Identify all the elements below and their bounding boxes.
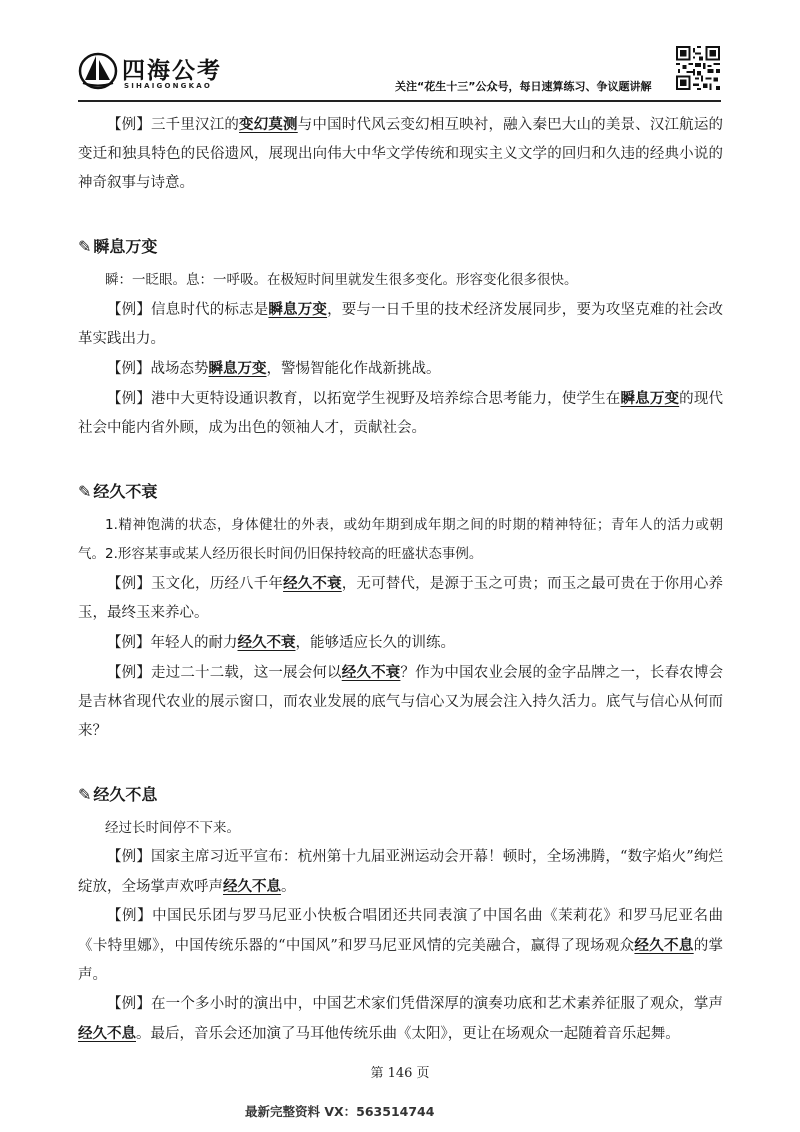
contact-watermark: 最新完整资料 VX：563514744: [245, 1104, 435, 1119]
page-content: [78, 110, 723, 1049]
example-prefix: 【例】战场态势: [107, 361, 209, 377]
section-title-text: 经久不息: [93, 785, 158, 804]
section-jingjiu-buxi: [78, 780, 723, 1049]
intro-example: [78, 110, 723, 198]
example: [78, 628, 723, 658]
example: [78, 843, 723, 902]
example: [78, 354, 723, 384]
example-suffix: ，警惕智能化作战新挑战。: [266, 361, 441, 377]
definition: 瞬：一眨眼。息：一呼吸。在极短时间里就发生很多变化。形容变化很多很快。: [105, 272, 578, 288]
page-number: 第 146 页: [370, 1066, 430, 1081]
brand-subtitle: SIHAIGONGKAO: [124, 82, 213, 90]
example-suffix: ，无可替代，是源于玉之可贵；而玉之最可贵在于你用心养玉，最终玉来养心。: [78, 576, 724, 621]
section-title: [78, 780, 723, 810]
sailboat-logo-icon: [78, 50, 118, 90]
pencil-icon: ✎: [78, 482, 92, 501]
keyword: 经久不息: [78, 1025, 136, 1042]
section-title: [78, 232, 723, 262]
example-suffix: 的掌声。: [78, 938, 724, 983]
example: [78, 384, 723, 443]
definition: 经过长时间停不下来。: [105, 820, 240, 836]
section-title-text: 经久不衰: [93, 482, 158, 501]
header-note: 关注“花生十三”公众号，每日速算练习、争议题讲解: [395, 80, 652, 93]
qr-code-icon: [676, 46, 720, 90]
example-prefix: 【例】走过二十二载，这一展会何以: [107, 665, 342, 681]
section-shunxi-wanbian: [78, 232, 723, 443]
example-suffix: ，要与一日千里的技术经济发展同步，要为攻坚克难的社会改革实践出力。: [78, 302, 724, 347]
keyword: 瞬息万变: [208, 360, 267, 377]
example-prefix: 【例】中国民乐团与罗马尼亚小快板合唱团还共同表演了中国名曲《茉莉花》和罗马尼亚名曲《卡特里娜》，中国传统乐器的“中国风”和罗马尼亚风情的完美融合，赢得了现场观众: [78, 908, 723, 954]
definition: 1.精神饱满的状态，身体健壮的外表，或幼年期到成年期之间的时期的精神特征；青年人的活力或朝气。2.形容某事或某人经历很长时间仍旧保持较高的旺盛状态事例。: [78, 517, 723, 562]
example: [78, 658, 723, 746]
keyword: 经久不息: [223, 878, 281, 895]
page-header: [0, 0, 800, 100]
example-prefix: 【例】国家主席习近平宣布：杭州第十九届亚洲运动会开幕！顿时，全场沸腾，“数字焰火”绚烂绽放，全场掌声欢呼声: [78, 849, 723, 895]
example-prefix: 【例】信息时代的标志是: [107, 302, 269, 318]
example-suffix: ，能够适应长久的训练。: [295, 635, 455, 651]
section-jingjiu-bushuai: [78, 477, 723, 746]
example-suffix: 。: [281, 879, 296, 895]
example: [78, 295, 723, 354]
keyword: 经久不衰: [237, 634, 296, 651]
example-suffix: 与中国时代风云变幻相互映衬，融入秦巴大山的美景、汉江航运的变迁和独具特色的民俗遗风，展现出向伟大中华文学传统和现实主义文学的回归和久违的经典小说的神奇叙事与诗意。: [78, 117, 724, 191]
example-prefix: 【例】三千里汉江的: [107, 117, 240, 133]
example: [78, 902, 723, 990]
example-suffix: 的现代社会中能内省外顾，成为出色的领袖人才，贡献社会。: [78, 391, 724, 436]
section-title-text: 瞬息万变: [93, 237, 158, 256]
example-suffix: 。最后，音乐会还加演了马耳他传统乐曲《太阳》，更让在场观众一起随着音乐起舞。: [136, 1026, 680, 1042]
keyword: 经久不衰: [283, 575, 342, 592]
example-prefix: 【例】港中大更特设通识教育，以拓宽学生视野及培养综合思考能力，使学生在: [107, 391, 621, 407]
keyword: 经久不息: [634, 937, 694, 954]
keyword: 瞬息万变: [620, 390, 680, 407]
keyword: 变幻莫测: [239, 116, 298, 133]
section-title: [78, 477, 723, 507]
brand-name: 四海公考: [122, 58, 222, 84]
example-prefix: 【例】年轻人的耐力: [107, 635, 238, 651]
header-divider: [78, 100, 721, 102]
example-suffix: ？作为中国农业会展的金字品牌之一，长春农博会是吉林省现代农业的展示窗口，而农业发展的底气与信心又为展会注入持久活力。底气与信心从何而来？: [78, 665, 724, 739]
example-prefix: 【例】在一个多小时的演出中，中国艺术家们凭借深厚的演奏功底和艺术素养征服了观众，掌声: [107, 996, 723, 1012]
example: [78, 990, 723, 1049]
pencil-icon: ✎: [78, 785, 92, 804]
keyword: 经久不衰: [341, 664, 401, 681]
pencil-icon: ✎: [78, 237, 92, 256]
example: [78, 569, 723, 628]
keyword: 瞬息万变: [268, 301, 328, 318]
example-prefix: 【例】玉文化，历经八千年: [107, 576, 284, 592]
